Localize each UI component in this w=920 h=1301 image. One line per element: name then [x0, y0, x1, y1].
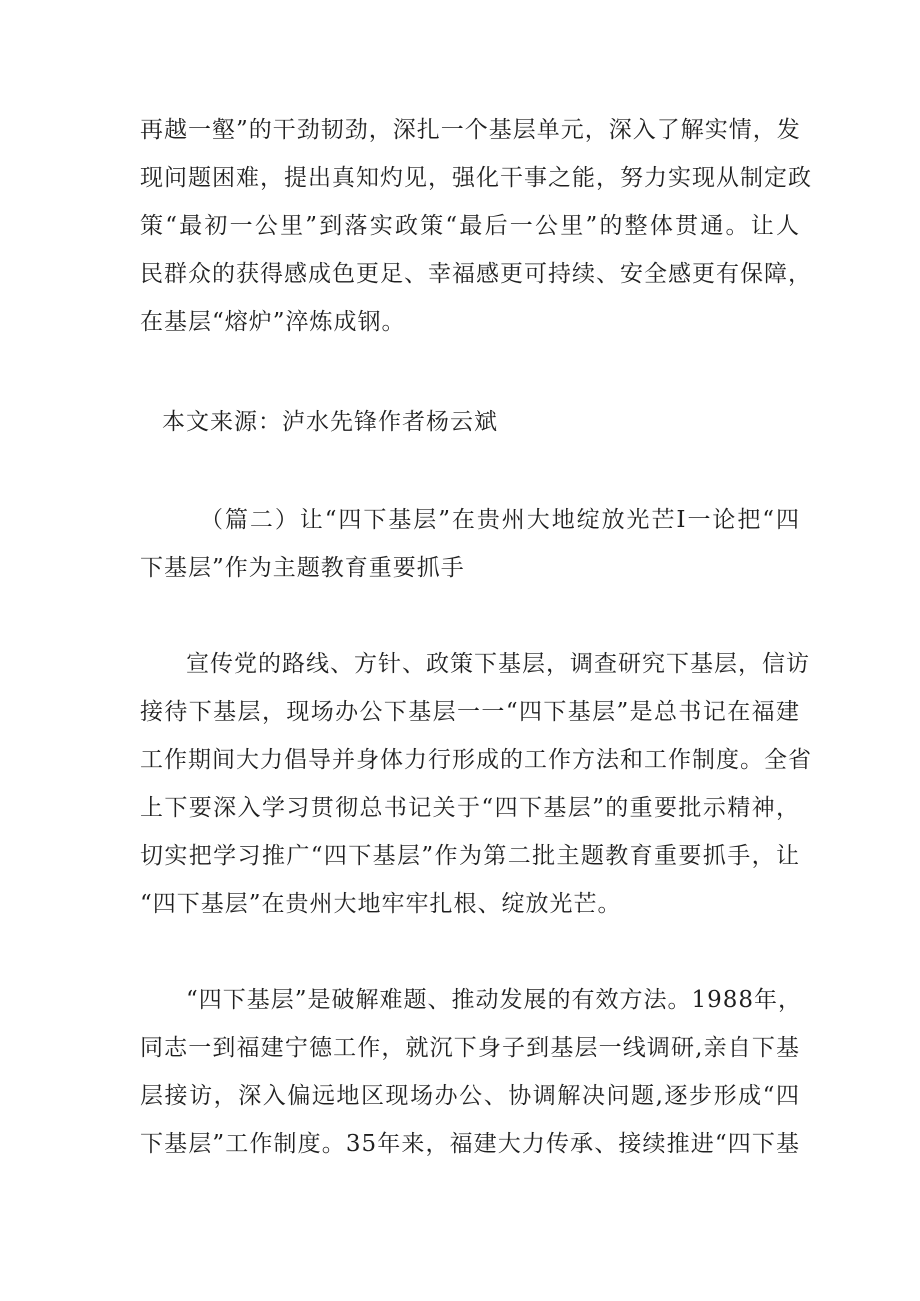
- paragraph-line: 民群众的获得感成色更足、幸福感更可持续、安全感更有保障，: [140, 261, 812, 287]
- source-note: [140, 398, 800, 446]
- paragraph-line: 切实把学习推广“四下基层”作为第二批主题教育重要抓手，让: [140, 843, 800, 869]
- heading-line: 下基层”作为主题教育重要抓手: [140, 555, 465, 581]
- paragraph-line: “四下基层”是破解难题、推动发展的有效方法。1988年，: [186, 987, 803, 1013]
- section-heading: [140, 496, 800, 592]
- paragraph-line: 在基层“熔炉”淬炼成钢。: [140, 309, 406, 335]
- paragraph-line: 上下要深入学习贯彻总书记关于“四下基层”的重要批示精神，: [140, 795, 800, 821]
- paragraph-line: 下基层”工作制度。35年来，福建大力传承、接续推进“四下基: [140, 1131, 800, 1157]
- paragraph-three: [140, 976, 803, 1168]
- paragraph-line: 层接访，深入偏远地区现场办公、协调解决问题,逐步形成“四: [140, 1083, 800, 1109]
- paragraph-line: 工作期间大力倡导并身体力行形成的工作方法和工作制度。全省: [140, 747, 812, 773]
- paragraph-two: [140, 640, 812, 928]
- paragraph-line: 接待下基层，现场办公下基层一一“四下基层”是总书记在福建: [140, 699, 800, 725]
- paragraph-line: 宣传党的路线、方针、政策下基层，调查研究下基层，信访: [186, 651, 810, 677]
- paragraph-line: 策“最初一公里”到落实政策“最后一公里”的整体贯通。让人: [140, 213, 800, 239]
- paragraph-continuation: [140, 106, 812, 346]
- heading-line: （篇二）让“四下基层”在贵州大地绽放光芒I一论把“四: [200, 507, 800, 533]
- paragraph-line: 现问题困难，提出真知灼见，强化干事之能，努力实现从制定政: [140, 165, 812, 191]
- paragraph-line: 同志一到福建宁德工作，就沉下身子到基层一线调研,亲自下基: [140, 1035, 800, 1061]
- source-text: 本文来源：泸水先锋作者杨云斌: [162, 409, 498, 435]
- paragraph-line: “四下基层”在贵州大地牢牢扎根、绽放光芒。: [140, 891, 622, 917]
- paragraph-line: 再越一壑”的干劲韧劲，深扎一个基层单元，深入了解实情，发: [140, 117, 801, 143]
